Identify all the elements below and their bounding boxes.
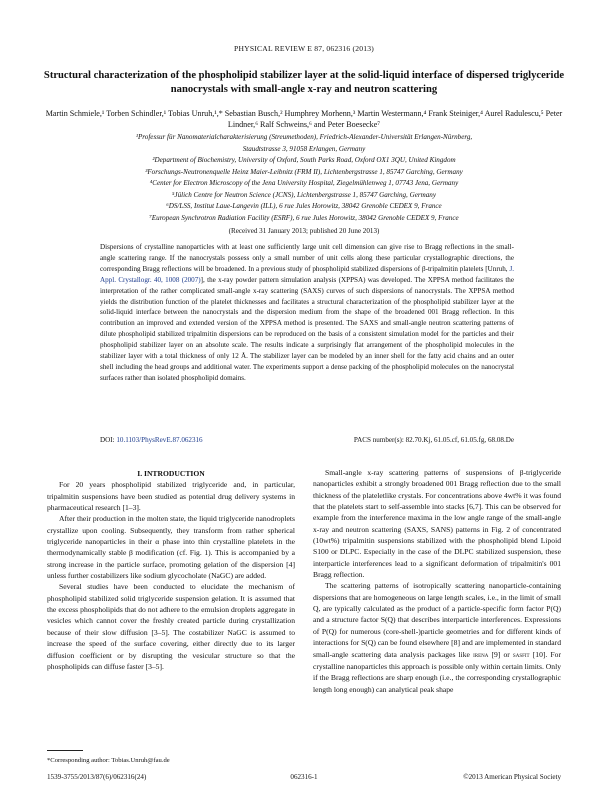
journal-header: PHYSICAL REVIEW E 87, 062316 (2013) [234,44,374,53]
doi-pacs-line [100,436,514,444]
footnote-rule [47,750,83,751]
author-list: Martin Schmiele,¹ Torben Schindler,¹ Tobias Unruh,¹,* Sebastian Busch,² Humphrey Morhenn,³ Martin Westermann,⁴ Frank Steiniger,⁴ Aurel Radulescu,⁵ Peter Lindner,⁶ Ralf Schweins,⁶ and Peter Boesecke⁷ [45,109,563,129]
irena-software: irena [473,651,489,659]
footer-issn: 1539-3755/2013/87(6)/062316(24) [47,773,147,781]
right-column [313,467,561,695]
intro-paragraph-5: The scattering patterns of isotropically scattering nanoparticle-containing dispersions that are homogeneous on large length scales, i.e., in the limit of small Q, are typically calculated as the product of a particle-specific form factor P(Q) and a structure factor S(Q) that describes interparticle interferences. Expressions of P(Q) for numerous (core-shell-)particle geometries and for different kinds of interactions for S(Q) can be found elsewhere [8] and are implemented in standard small-angle scattering data analysis packages like irena [9] or sasfit [10]. For crystalline nanoparticles this approach is possible only within certain limits. Only if the Bragg reflections are sharp enough (i.e., the corresponding crystallographic length long enough) can analytical peak shape [313,581,561,694]
article-title: Structural characterization of the phospholipid stabilizer layer at the solid-liquid interface of dispersed triglyceride nanocrystals with small-angle x-ray and neutron scattering [43,70,565,95]
received-published-dates: (Received 31 January 2013; published 20 June 2013) [228,227,380,235]
section-heading: I. INTRODUCTION [137,469,205,478]
abstract-reference-link[interactable]: J. Appl. Crystallogr. 40, 1008 (2007) [100,264,514,284]
intro-paragraph-2: After their production in the molten state, the liquid triglyceride nanodroplets crystallize upon cooling. Subsequently, they transform from rather spherical triglyceride nanoparticles in their α phase into thin crystalline platelets in the thermodynamically stable β modification (cf. Fig. 1). This is accompanied by a strong increase in the particle surface, promoting gelation of the dispersion [4] unless further costabilizers like sodium glycocholate (NaGC) are added. [47,514,295,581]
page-footer [47,773,561,781]
affiliation-3: ³Forschungs-Neutronenquelle Heinz Maier-Leibnitz (FRM II), Lichtenbergstrasse 1, 85747 Garching, Germany [145,167,463,176]
affiliation-1: ¹Professur für Nanomaterialcharakterisierung (Streumethoden), Friedrich-Alexander-Universität Erlangen-Nürnberg, [135,133,473,141]
abstract [100,242,514,384]
corresponding-author-footnote: *Corresponding author: Tobias.Unruh@fau.de [47,757,170,764]
intro-paragraph-4: Small-angle x-ray scattering patterns of suspensions of β-triglyceride nanoparticles exhibit a strongly broadened 001 Bragg reflection due to the small thickness of the plateletlike crystals. For concentrations above 4wt% it was found that the platelets start to self-assemble into stacks [6,7]. This can be observed for example from the interference maxima in the low angle range of the small-angle x-ray and neutron scattering (SAXS, SANS) patterns in Fig. 2 of concentrated (10wt%) tripalmitin suspensions stabilized with the phospholipid blend Lipoid S100 or DLPC. Especially in the case of the DLPC stabilized suspension, these interparticle interferences lead to a significant deformation of tripalmitin's 001 Bragg reflection. [313,468,561,580]
footer-copyright: ©2013 American Physical Society [463,773,561,781]
affiliation-1-address: Staudtstrasse 3, 91058 Erlangen, Germany [242,144,366,153]
abstract-text-2: ], the x-ray powder pattern simulation analysis (XPPSA) was developed. The XPPSA method facilitates the interpretation of the rather complicated small-angle x-ray scattering (SAXS) curves of such dispersions of nanocrystals. The XPPSA method yields the distribution function of the platelet thicknesses and facilitates a structural characterization of the phospholipid stabilizer layer at the solid-liquid interface between the nanocrystals and the dispersion medium from the shape of the broadened 001 Bragg reflection. In this contribution an improved and extended version of the XPPSA method is presented. The SAXS and small-angle neutron scattering patterns of dilute phospholipid stabilized tripalmitin dispersions can be reproduced on the basis of a consistent simulation model for the particles and their phospholipid stabilizer layer on an absolute scale. The results indicate a surprisingly flat arrangement of the phospholipid molecules in the stabilizer layer with a total thickness of only 12 Å. The stabilizer layer can be modeled by an inner shell for the fatty acid chains and an outer shell including the head groups and additional water. The experiments support a dense packing of the phospholipid molecules on the nanocrystal surfaces rather than isolated phospholipid domains. [100,275,514,382]
abstract-text-1: Dispersions of crystalline nanoparticles with at least one sufficiently large unit cell dimension can give rise to Bragg reflections in the small-angle scattering range. If the nanocrystals possess only a small number of unit cells along these particular crystallographic directions, the corresponding Bragg reflections will be broadened. In a previous study of phospholipid stabilized dispersions of β-tripalmitin platelets [Unruh, [100,243,514,273]
intro-paragraph-1: For 20 years phospholipid stabilized triglyceride and, in particular, tripalmitin suspensions have been studied as potential drug delivery systems in pharmaceutical research [1–3]. [47,480,295,513]
sasfit-software: sasfit [512,651,530,659]
affiliation-7: ⁷European Synchrotron Radiation Facility (ESRF), 6 rue Jules Horowitz, 38042 Grenoble CEDEX 9, France [149,213,459,222]
affiliation-2: ²Department of Biochemistry, University of Oxford, South Parks Road, Oxford OX1 3QU, United Kingdom [152,156,456,164]
intro-paragraph-3: Several studies have been conducted to elucidate the mechanism of phospholipid stabilized solid triglyceride suspension gelation. It is assumed that the excess phospholipids that do not adhere to the emulsion droplets aggregate in vesicles which cannot cover the freshly created particle during crystallization because of their slow diffusion [3–5]. The costabilizer NaGC is assumed to increase the speed of the surface covering, either directly due to its larger diffusion coefficient or by disrupting the vesicular structure so that the phospholipids can diffuse faster [3–5]. [47,582,295,671]
pacs-numbers: PACS number(s): 82.70.Kj, 61.05.cf, 61.05.fg, 68.08.De [353,436,514,444]
affiliations [40,132,568,224]
left-column [47,468,295,672]
doi-link[interactable]: 10.1103/PhysRevE.87.062316 [116,436,203,444]
affiliation-6: ⁶DS/LSS, Institut Laue-Langevin (ILL), 6 rue Jules Horowitz, 38042 Grenoble CEDEX 9, France [166,202,442,210]
affiliation-4: ⁴Center for Electron Microscopy of the Jena University Hospital, Ziegelmühlenweg 1, 07743 Jena, Germany [149,179,459,187]
affiliation-5: ⁵Jülich Centre for Neutron Science (JCNS), Lichtenbergstrasse 1, 85747 Garching, Germany [171,190,437,199]
doi-label: DOI: [100,436,117,444]
footer-page-number: 062316-1 [290,773,318,781]
